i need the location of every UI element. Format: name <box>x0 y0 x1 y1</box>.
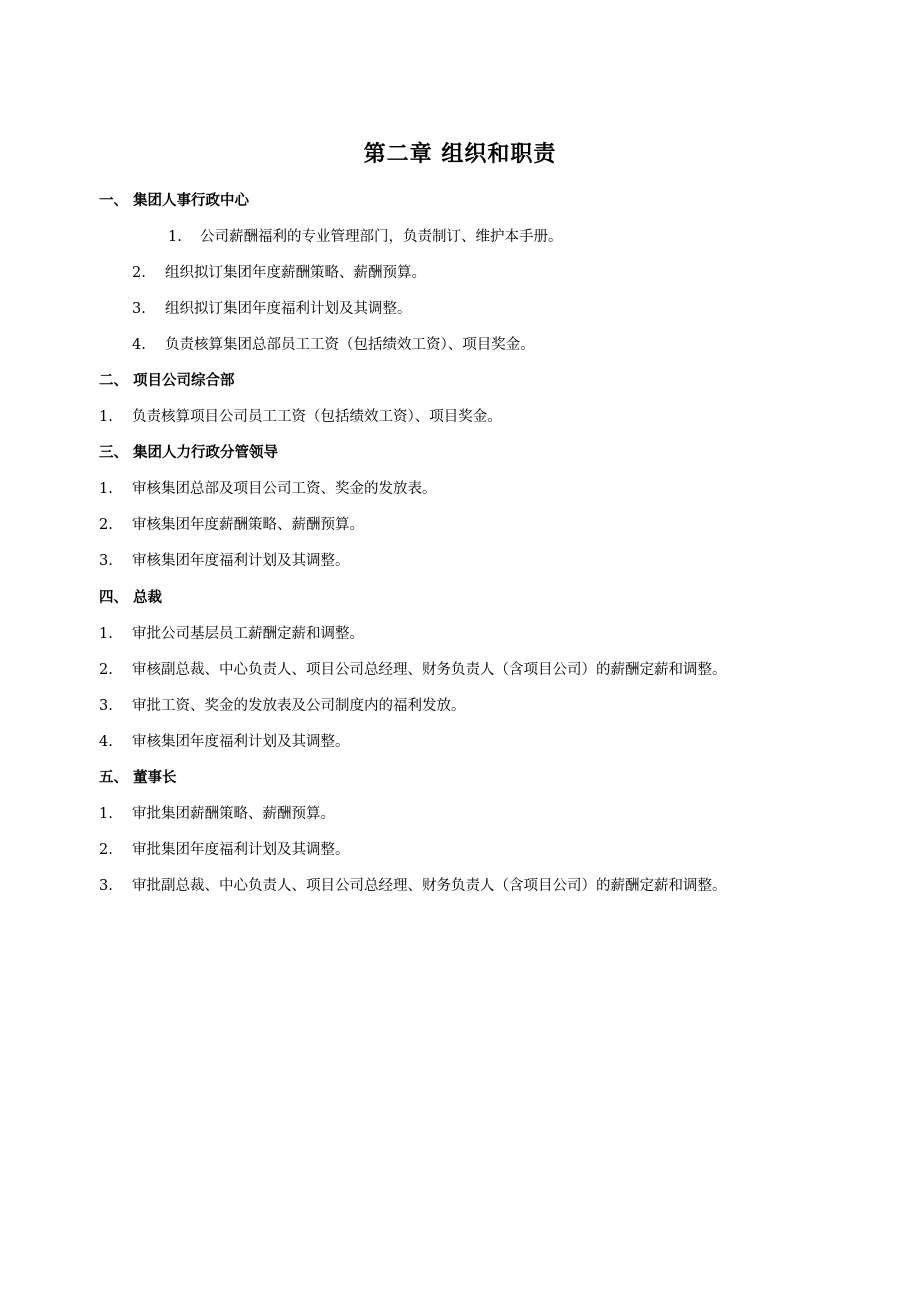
item-text: 审批公司基层员工薪酬定薪和调整。 <box>132 626 364 642</box>
item-text: 负责核算集团总部员工工资（包括绩效工资）、项目奖金。 <box>165 337 535 353</box>
item-text: 审核集团总部及项目公司工资、奖金的发放表。 <box>132 481 437 497</box>
list-item <box>132 262 426 284</box>
item-number: 1. <box>168 229 182 245</box>
item-text: 审核集团年度福利计划及其调整。 <box>132 734 350 750</box>
item-number: 3. <box>132 301 146 317</box>
list-item <box>168 226 563 248</box>
list-item <box>132 298 412 320</box>
item-number: 2. <box>99 842 113 858</box>
item-number: 3. <box>99 698 113 714</box>
list-item <box>99 514 364 536</box>
item-text: 负责核算项目公司员工工资（包括绩效工资）、项目奖金。 <box>132 409 502 425</box>
item-text: 审核集团年度薪酬策略、薪酬预算。 <box>132 517 364 533</box>
list-item <box>99 875 727 897</box>
list-item <box>99 803 335 825</box>
list-item <box>99 406 502 428</box>
section-heading-5: 五、 董事长 <box>99 770 177 786</box>
item-text: 组织拟订集团年度薪酬策略、薪酬预算。 <box>165 265 426 281</box>
item-number: 1. <box>99 806 113 822</box>
list-item <box>99 695 466 717</box>
item-number: 1. <box>99 481 113 497</box>
list-item <box>99 659 727 681</box>
section-heading-2: 二、 项目公司综合部 <box>99 373 235 389</box>
list-item <box>99 550 350 572</box>
list-item <box>99 478 437 500</box>
item-number: 4. <box>99 734 113 750</box>
item-text: 审核副总裁、中心负责人、项目公司总经理、财务负责人（含项目公司）的薪酬定薪和调整。 <box>132 662 727 678</box>
section-heading-4: 四、 总裁 <box>99 590 163 606</box>
item-number: 2. <box>132 265 146 281</box>
item-number: 3. <box>99 553 113 569</box>
item-number: 2. <box>99 662 113 678</box>
list-item <box>99 839 350 861</box>
list-item <box>132 334 535 356</box>
item-text: 审批集团年度福利计划及其调整。 <box>132 842 350 858</box>
item-text: 公司薪酬福利的专业管理部门，负责制订、维护本手册。 <box>200 229 563 245</box>
item-text: 审批工资、奖金的发放表及公司制度内的福利发放。 <box>132 698 466 714</box>
section-heading-1: 一、 集团人事行政中心 <box>99 193 250 209</box>
item-number: 3. <box>99 878 113 894</box>
list-item <box>99 731 350 753</box>
item-number: 2. <box>99 517 113 533</box>
chapter-title: 第二章 组织和职责 <box>363 142 557 167</box>
list-item <box>99 623 364 645</box>
item-text: 审批副总裁、中心负责人、项目公司总经理、财务负责人（含项目公司）的薪酬定薪和调整。 <box>132 878 727 894</box>
item-text: 组织拟订集团年度福利计划及其调整。 <box>165 301 412 317</box>
section-heading-3: 三、 集团人力行政分管领导 <box>99 445 279 461</box>
item-number: 4. <box>132 337 146 353</box>
item-text: 审核集团年度福利计划及其调整。 <box>132 553 350 569</box>
item-number: 1. <box>99 626 113 642</box>
item-number: 1. <box>99 409 113 425</box>
item-text: 审批集团薪酬策略、薪酬预算。 <box>132 806 335 822</box>
